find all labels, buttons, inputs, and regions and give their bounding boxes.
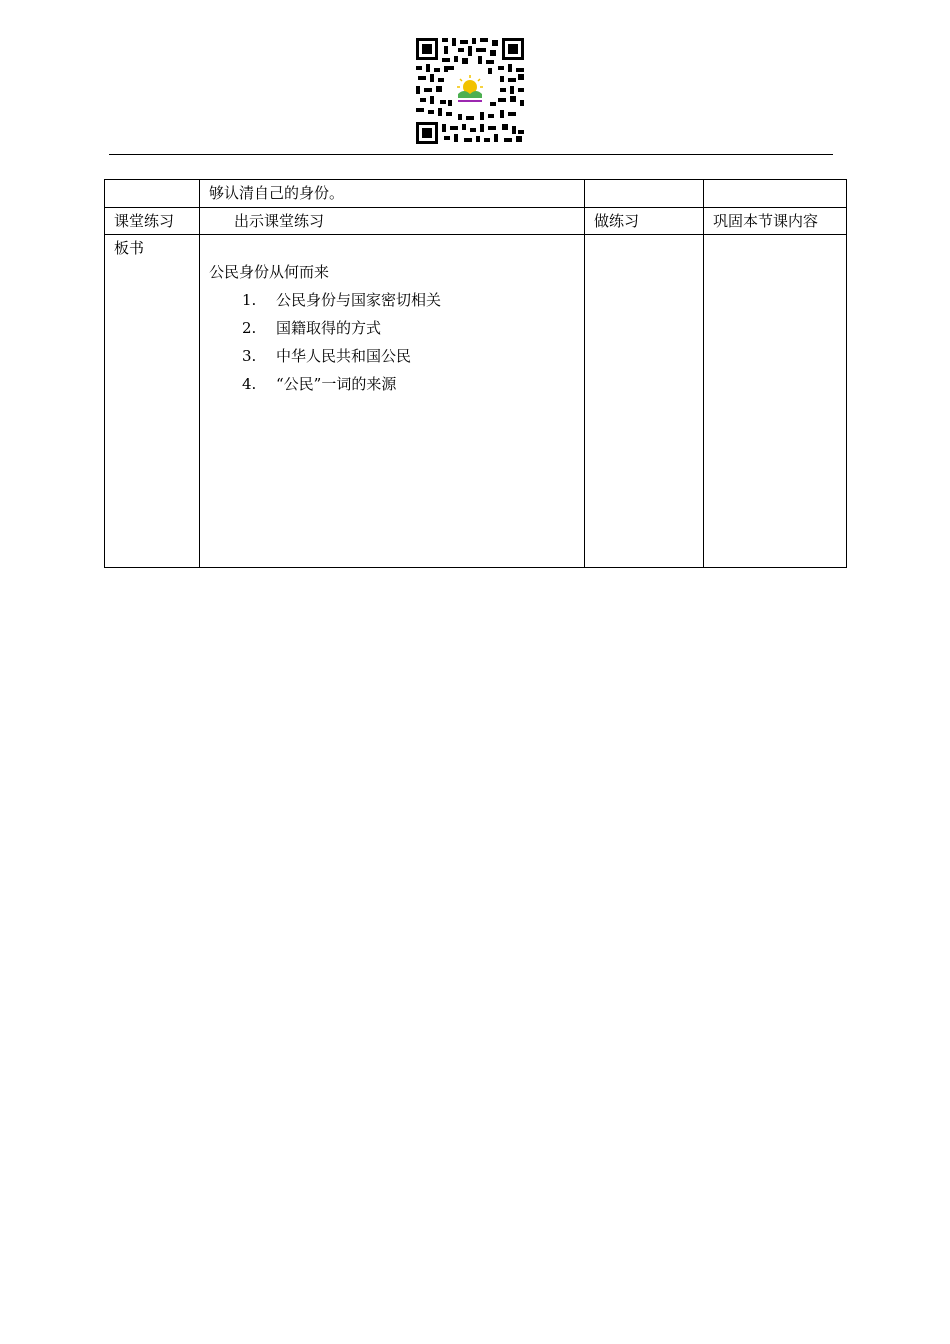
table-row-continuation [105, 180, 847, 208]
list-item [209, 370, 575, 398]
cell-purpose [704, 235, 847, 568]
list-item-number: 4. [242, 375, 257, 393]
list-item [209, 342, 575, 370]
list-item [209, 314, 575, 342]
cell-label: 板书 [105, 235, 200, 568]
cell-teacher-activity: 出示课堂练习 [200, 208, 585, 235]
cell-purpose [704, 180, 847, 208]
cell-label: 课堂练习 [105, 208, 200, 235]
cell-student-activity [585, 235, 704, 568]
cell-label [105, 180, 200, 208]
qr-code [414, 36, 526, 146]
cell-board-content [200, 235, 585, 568]
cell-student-activity [585, 180, 704, 208]
lesson-table [104, 179, 847, 568]
board-title: 公民身份从何而来 [209, 263, 330, 281]
cell-purpose: 巩固本节课内容 [704, 208, 847, 235]
list-item-text: 中华人民共和国公民 [276, 347, 412, 365]
list-item-number: 1. [242, 291, 257, 309]
cell-student-activity: 做练习 [585, 208, 704, 235]
list-item-text: “公民”一词的来源 [276, 375, 397, 393]
board-list [209, 286, 575, 398]
list-item-text: 公民身份与国家密切相关 [276, 291, 442, 309]
cell-teacher-activity: 够认清自己的身份。 [200, 180, 585, 208]
list-item [209, 286, 575, 314]
list-item-text: 国籍取得的方式 [276, 319, 382, 337]
table-row-practice [105, 208, 847, 235]
list-item-number: 2. [242, 319, 257, 337]
header-rule [109, 154, 833, 155]
list-item-number: 3. [242, 347, 257, 365]
table-row-board [105, 235, 847, 568]
